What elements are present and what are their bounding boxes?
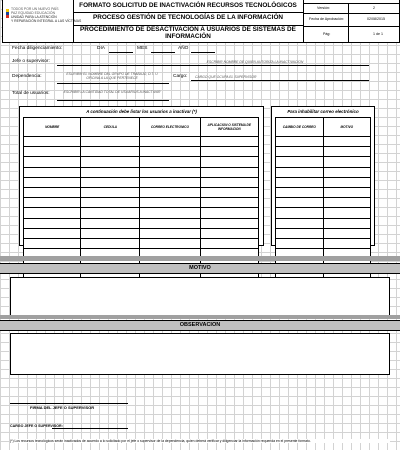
procedure-title: PROCEDIMIENTO DE DESACTIVACIÓN A USUARIOS DE SISTEMAS DE INFORMACIÓN xyxy=(80,25,296,40)
table-cell[interactable] xyxy=(276,137,324,147)
total-label: Total de usuarios: xyxy=(12,91,50,96)
table-cell[interactable] xyxy=(200,208,258,218)
firma-label: FIRMA DEL JEFE O SUPERVISOR xyxy=(30,405,95,410)
total-hint: ESCRIBIR LA CANTIDAD TOTAL DE USUARIOS A INACTIVAR xyxy=(63,90,161,94)
table-row xyxy=(24,187,259,197)
table-cell[interactable] xyxy=(323,208,370,218)
table-cell[interactable] xyxy=(276,167,324,177)
dependencia-hint: ESCRIBIR EL NOMBRE DEL GRUPO DE TRABAJO, D.T. U OFICINA A LA QUE PERTENECE xyxy=(66,72,158,80)
cargo-field[interactable] xyxy=(191,80,369,81)
page-label: Pág: xyxy=(323,32,331,36)
table-cell[interactable] xyxy=(200,228,258,238)
table-cell[interactable] xyxy=(323,147,370,157)
table-cell[interactable] xyxy=(81,228,140,238)
table-row xyxy=(24,147,259,157)
mes-field[interactable] xyxy=(151,52,175,53)
logo-line-2: PAZ EQUIDAD EDUCACIÓN xyxy=(11,11,56,15)
table-cell[interactable] xyxy=(140,218,200,228)
observacion-header: OBSERVACION xyxy=(0,320,400,331)
jefe-hint: ESCRIBIR NOMBRE DE QUIEN AUTORIZA LA INACTIVACION xyxy=(206,60,304,64)
table-cell[interactable] xyxy=(140,177,200,187)
table-cell[interactable] xyxy=(323,157,370,167)
table-cell[interactable] xyxy=(140,228,200,238)
cargo-label: Cargo: xyxy=(173,74,188,79)
table-cell[interactable] xyxy=(140,238,200,248)
table-cell[interactable] xyxy=(323,137,370,147)
observacion-textarea[interactable] xyxy=(10,333,390,375)
version-row xyxy=(303,3,399,14)
table-cell[interactable] xyxy=(200,198,258,208)
table-row xyxy=(276,198,371,208)
table-row xyxy=(24,167,259,177)
table-cell[interactable] xyxy=(24,177,81,187)
table-row xyxy=(276,187,371,197)
table-cell[interactable] xyxy=(323,228,370,238)
table-row xyxy=(24,157,259,167)
table-cell[interactable] xyxy=(323,198,370,208)
table-cell[interactable] xyxy=(323,187,370,197)
table-cell[interactable] xyxy=(140,208,200,218)
table-cell[interactable] xyxy=(140,157,200,167)
table-cell[interactable] xyxy=(276,218,324,228)
table-row xyxy=(24,238,259,248)
table-cell[interactable] xyxy=(140,137,200,147)
table-cell[interactable] xyxy=(81,147,140,157)
motivo-header: MOTIVO xyxy=(0,263,400,274)
table-cell[interactable] xyxy=(200,187,258,197)
dependencia-label: Dependencia: xyxy=(12,74,42,79)
table-row xyxy=(24,208,259,218)
table-cell[interactable] xyxy=(276,177,324,187)
table-cell[interactable] xyxy=(200,177,258,187)
column-header-correo: CORREO ELECTRONICO xyxy=(140,118,200,137)
table-cell[interactable] xyxy=(24,167,81,177)
section-divider-motivo xyxy=(0,256,400,261)
table-cell[interactable] xyxy=(276,147,324,157)
table-cell[interactable] xyxy=(81,177,140,187)
dia-label: DIA xyxy=(97,46,105,51)
table-cell[interactable] xyxy=(81,137,140,147)
table-cell[interactable] xyxy=(200,147,258,157)
table-cell[interactable] xyxy=(140,187,200,197)
logo-line-3: UNIDAD PARA LA ATENCIÓN xyxy=(11,15,57,19)
approval-value: 02/08/2015 xyxy=(367,17,385,21)
document-header xyxy=(2,0,400,43)
cargo-hint: CARGO QUE OCUPA EL SUPERVISOR xyxy=(195,75,257,79)
logo-line-1: TODOS POR UN NUEVO PAÍS xyxy=(11,7,59,11)
mes-label: MES xyxy=(137,46,148,51)
version-label: Versión: xyxy=(317,6,330,10)
table-cell[interactable] xyxy=(276,187,324,197)
table-cell[interactable] xyxy=(200,238,258,248)
table-row xyxy=(276,228,371,238)
table-row xyxy=(276,208,371,218)
page-value: 1 de 1 xyxy=(373,32,383,36)
table-cell[interactable] xyxy=(81,238,140,248)
table-cell[interactable] xyxy=(276,208,324,218)
fecha-label: Fecha diligenciamiento: xyxy=(12,46,63,51)
table-cell[interactable] xyxy=(81,208,140,218)
jefe-field[interactable] xyxy=(57,65,369,66)
table-cell[interactable] xyxy=(81,187,140,197)
motivo-textarea[interactable] xyxy=(10,277,390,317)
table-cell[interactable] xyxy=(276,238,324,248)
table-row xyxy=(276,167,371,177)
table-cell[interactable] xyxy=(323,238,370,248)
table-cell[interactable] xyxy=(276,198,324,208)
meta-divider xyxy=(348,3,349,42)
table-cell[interactable] xyxy=(24,147,81,157)
table-cell[interactable] xyxy=(24,137,81,147)
approval-row xyxy=(303,14,399,27)
total-field[interactable] xyxy=(57,100,169,101)
process-title: PROCESO GESTIÓN DE TECNOLOGÍAS DE LA INFORMACIÓN xyxy=(73,12,303,26)
jefe-label: Jefe o supervisor: xyxy=(12,59,50,64)
table-cell[interactable] xyxy=(24,218,81,228)
column-header-nombre: NOMBRE xyxy=(24,118,81,137)
email-table-title: Para inhabilitar correo electrónico xyxy=(287,109,359,114)
table-cell[interactable] xyxy=(24,157,81,167)
column-header-aplicacion: APLICACION O SISTEMA DE INFORMACION xyxy=(200,118,258,137)
column-header-cambio-correo: CAMBIO DE CORREO xyxy=(276,118,324,137)
column-header-motivo: MOTIVO xyxy=(323,118,370,137)
table-cell[interactable] xyxy=(81,198,140,208)
table-cell[interactable] xyxy=(200,137,258,147)
table-row xyxy=(24,218,259,228)
table-cell[interactable] xyxy=(323,167,370,177)
table-row xyxy=(276,218,371,228)
footnote: (*) Los recursos tecnológicos serán inactivados de acuerdo a lo solicitado por el jefe o supervisor de la dependencia, quien deberá verificar y diligenciar la información requerida en el presente formato. xyxy=(10,439,390,443)
signature-line[interactable] xyxy=(10,403,128,404)
table-row xyxy=(24,198,259,208)
ano-label: AÑO xyxy=(178,46,189,51)
table-cell[interactable] xyxy=(24,228,81,238)
table-cell[interactable] xyxy=(24,198,81,208)
logo-line-4: Y REPARACIÓN INTEGRAL A LAS VÍCTIMAS xyxy=(11,19,82,23)
flag-red-band xyxy=(6,15,9,18)
table-cell[interactable] xyxy=(24,187,81,197)
column-header-cedula: CEDULA xyxy=(81,118,140,137)
page-row xyxy=(303,27,399,42)
table-cell[interactable] xyxy=(276,157,324,167)
table-cell[interactable] xyxy=(140,198,200,208)
table-cell[interactable] xyxy=(24,208,81,218)
users-table-title: A continuación debe listar los usuarios a inactivar (*) xyxy=(86,109,197,114)
table-cell[interactable] xyxy=(200,167,258,177)
table-row xyxy=(276,137,371,147)
table-row xyxy=(24,177,259,187)
cargo-supervisor-field[interactable] xyxy=(52,428,128,429)
table-cell[interactable] xyxy=(24,238,81,248)
section-divider-observacion xyxy=(0,315,400,319)
table-cell[interactable] xyxy=(323,218,370,228)
cargo-supervisor-label: CARGO JEFE O SUPERVISOR: xyxy=(10,424,63,428)
table-row xyxy=(276,177,371,187)
entity-logo xyxy=(3,0,82,42)
table-cell[interactable] xyxy=(276,228,324,238)
table-row xyxy=(276,147,371,157)
table-row xyxy=(276,238,371,248)
table-row xyxy=(24,228,259,238)
ano-field[interactable] xyxy=(191,52,215,53)
table-cell[interactable] xyxy=(323,177,370,187)
table-cell[interactable] xyxy=(140,147,200,157)
form-title: FORMATO SOLICITUD DE INACTIVACIÓN RECURSOS TECNOLÓGICOS xyxy=(73,0,303,13)
table-cell[interactable] xyxy=(81,218,140,228)
version-value: 2 xyxy=(373,6,375,10)
table-cell[interactable] xyxy=(200,218,258,228)
table-cell[interactable] xyxy=(140,167,200,177)
approval-label: Fecha de Aprobación: xyxy=(309,17,344,21)
dependencia-field[interactable] xyxy=(57,83,169,84)
table-cell[interactable] xyxy=(81,167,140,177)
dia-field[interactable] xyxy=(109,52,133,53)
table-cell[interactable] xyxy=(81,157,140,167)
table-row xyxy=(276,157,371,167)
table-cell[interactable] xyxy=(200,157,258,167)
table-row xyxy=(24,137,259,147)
